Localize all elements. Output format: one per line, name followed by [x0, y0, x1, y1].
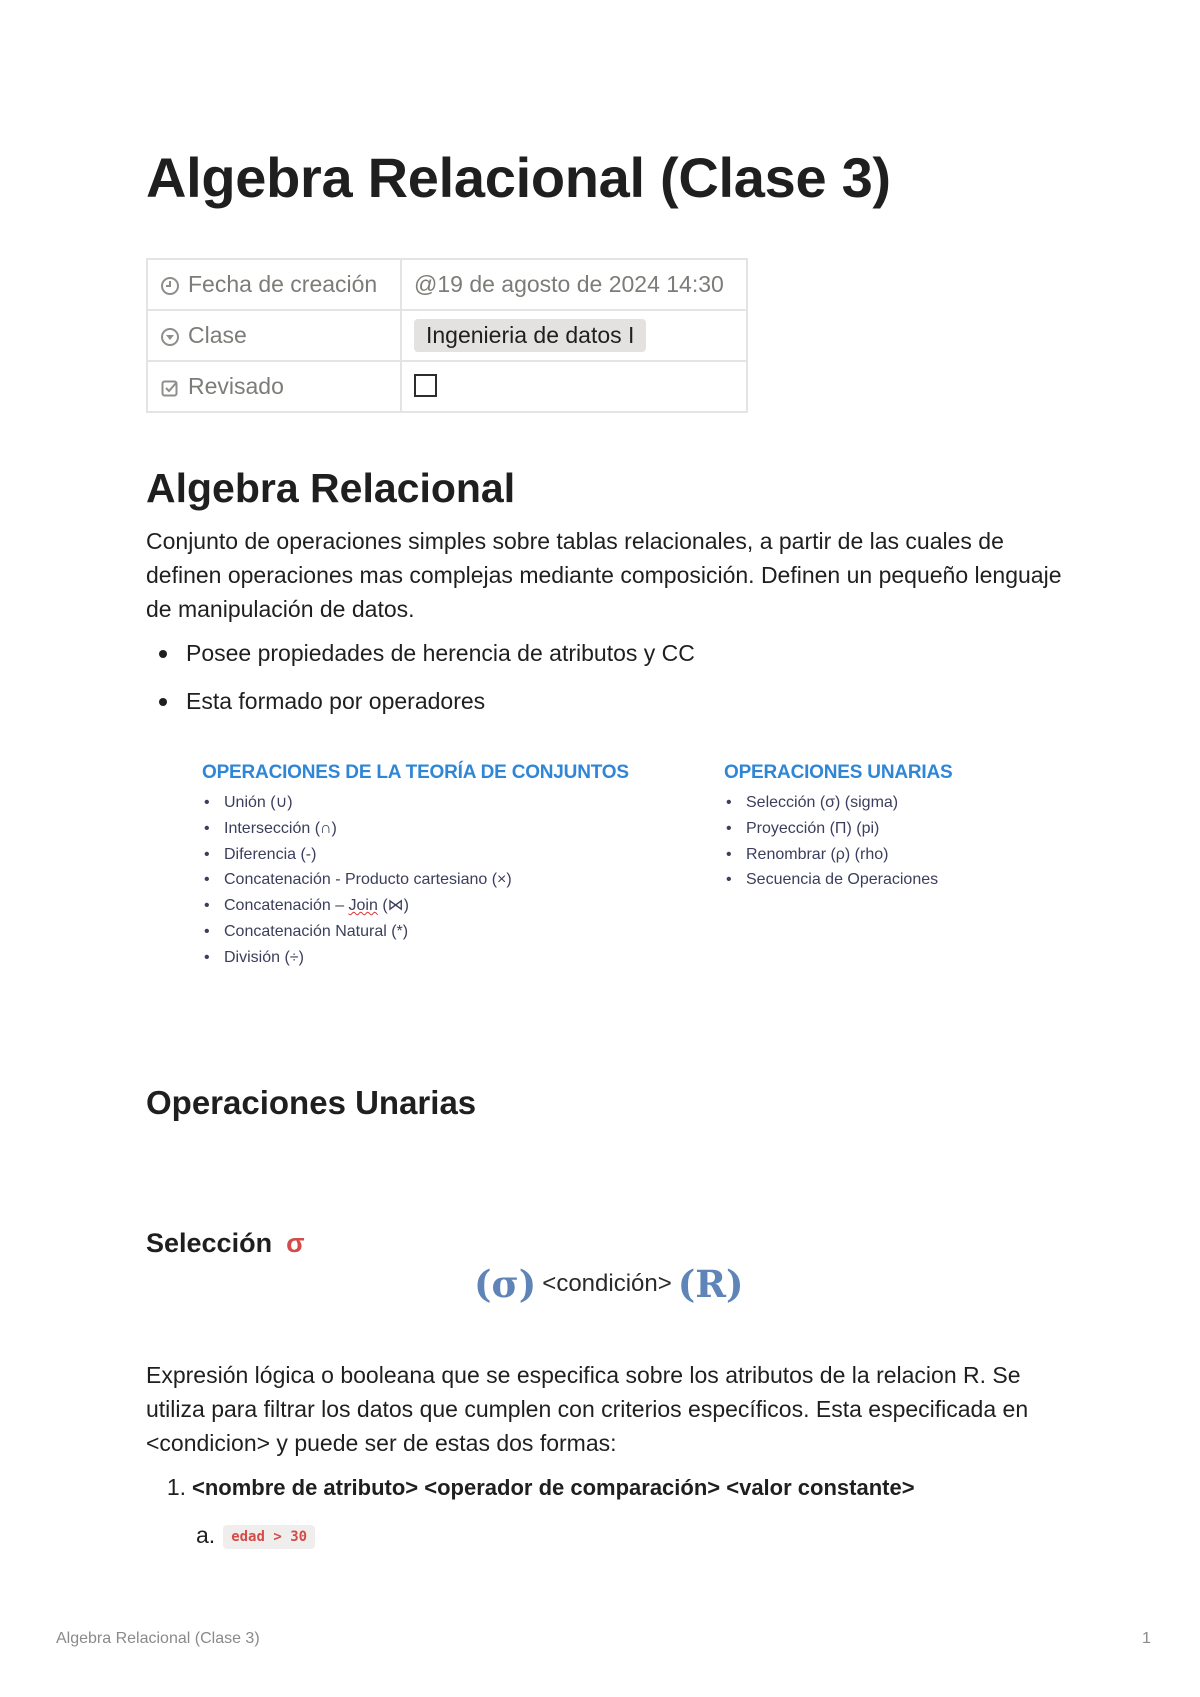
unary-operations-heading: OPERACIONES UNARIAS — [724, 762, 953, 783]
property-row — [147, 310, 747, 361]
list-item: • Renombrar (ρ) (rho) — [724, 842, 952, 868]
section-heading: Algebra Relacional — [146, 465, 516, 511]
subsection-heading-label: Selección — [146, 1228, 273, 1258]
list-item: • Diferencia (-) — [202, 842, 629, 868]
sub-list-item — [196, 1522, 315, 1549]
property-key-label: Fecha de creación — [188, 271, 378, 297]
property-key-label: Clase — [188, 322, 247, 348]
list-item: • Intersección (∩) — [202, 816, 629, 842]
property-value-reviewed — [401, 361, 747, 412]
ordered-list — [146, 1474, 915, 1501]
list-letter: a. — [196, 1522, 216, 1548]
property-key — [147, 259, 401, 310]
property-key — [147, 310, 401, 361]
list-item: • Concatenación Natural (*) — [202, 919, 629, 945]
list-number: 1. — [166, 1474, 186, 1500]
select-icon — [160, 327, 180, 347]
list-item: <nombre de atributo> <operador de comparación> <valor constante> — [192, 1475, 915, 1500]
list-item: • Selección (σ) (sigma) — [724, 790, 952, 816]
section-heading: Operaciones Unarias — [146, 1084, 477, 1121]
clock-icon — [160, 276, 180, 296]
property-value-class[interactable] — [401, 310, 747, 361]
bullet-list — [146, 636, 695, 732]
unary-operations-list — [724, 790, 952, 893]
set-operations-list — [202, 790, 629, 971]
formula-condition: <condición> — [542, 1270, 672, 1297]
reviewed-checkbox[interactable] — [414, 374, 437, 397]
footer-title: Algebra Relacional (Clase 3) — [56, 1630, 260, 1647]
list-item: • Proyección (Π) (pi) — [724, 816, 952, 842]
join-prefix: Concatenación – — [224, 897, 349, 915]
page-title: Algebra Relacional (Clase 3) — [146, 146, 891, 209]
join-word: Join — [348, 897, 378, 915]
property-value-date[interactable]: @19 de agosto de 2024 14:30 — [401, 259, 747, 310]
checkbox-icon — [160, 378, 180, 398]
list-item: • Concatenación - Producto cartesiano (×) — [202, 867, 629, 893]
property-key-label: Revisado — [188, 373, 284, 399]
subsection-heading — [146, 1225, 305, 1261]
set-operations-column — [202, 760, 629, 971]
unary-operations-column — [724, 760, 952, 893]
list-item: • División (÷) — [202, 945, 629, 971]
operations-image — [196, 760, 996, 980]
property-row — [147, 259, 747, 310]
list-item: Posee propiedades de herencia de atributos y CC — [146, 636, 695, 670]
set-operations-heading: OPERACIONES DE LA TEORÍA DE CONJUNTOS — [202, 762, 629, 783]
selection-description: Expresión lógica o booleana que se especifica sobre los atributos de la relacion R. Se utiliza para filtrar los datos que cumplen con criterios específicos. Esta especificada en <condicion> y puede ser de estas dos formas: — [146, 1362, 1029, 1456]
intro-paragraph: Conjunto de operaciones simples sobre tablas relacionales, a partir de las cuales de definen operaciones mas complejas mediante composición. Definen un pequeño lenguaje de manipulación de datos. — [146, 528, 1062, 622]
join-suffix: (⋈) — [377, 897, 409, 915]
list-item: Esta formado por operadores — [146, 684, 695, 718]
inline-code: edad > 30 — [223, 1525, 315, 1549]
class-tag[interactable]: Ingenieria de datos I — [414, 319, 646, 352]
list-item: • Secuencia de Operaciones — [724, 867, 952, 893]
property-row — [147, 361, 747, 412]
list-item: • Unión (∪) — [202, 790, 629, 816]
selection-formula-image — [474, 1262, 744, 1322]
formula-sigma: (σ) — [474, 1262, 537, 1306]
property-key — [147, 361, 401, 412]
properties-table — [146, 258, 748, 413]
page-number: 1 — [1142, 1630, 1151, 1647]
list-item — [202, 893, 629, 919]
formula-relation: (R) — [677, 1262, 744, 1306]
sigma-symbol: σ — [286, 1228, 305, 1258]
